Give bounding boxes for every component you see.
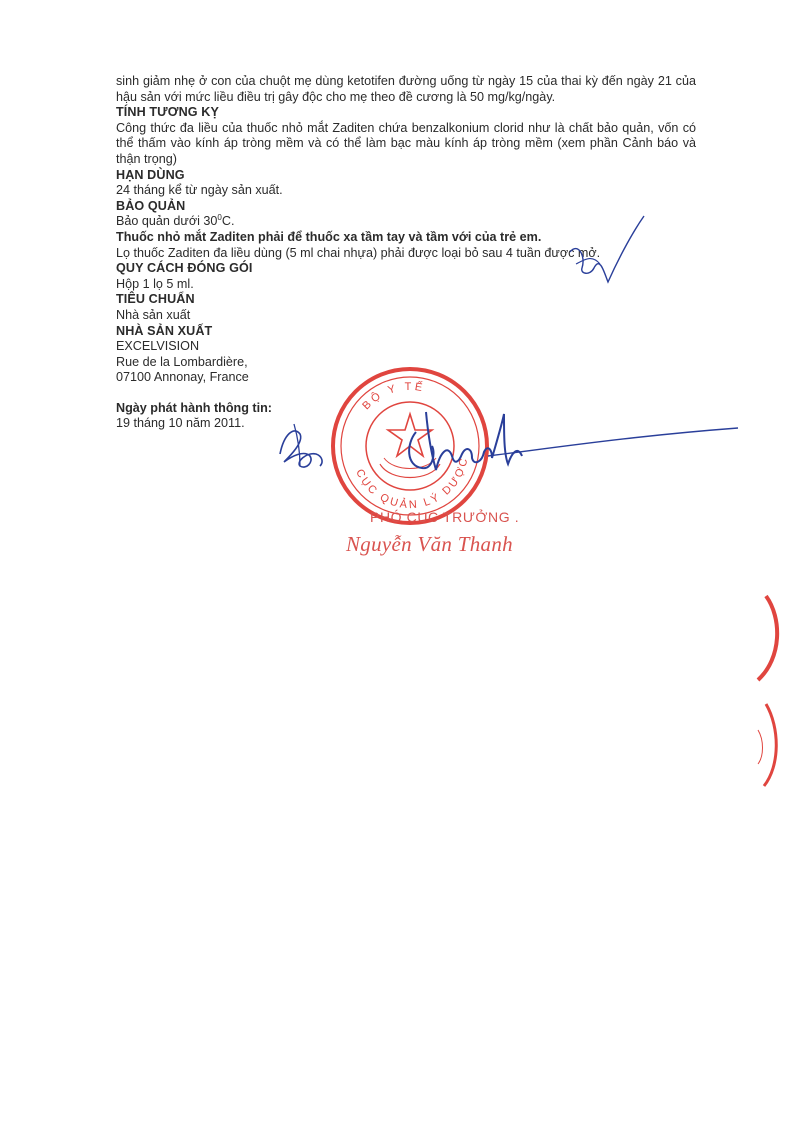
signatory-name: Nguyễn Văn Thanh — [346, 532, 513, 556]
release-date: 19 tháng 10 năm 2011. — [116, 416, 245, 431]
storage-text-unit: C. — [221, 214, 235, 229]
manufacturer-name: EXCELVISION — [116, 339, 200, 354]
interactions-heading: TÍNH TƯƠNG KỴ — [116, 105, 219, 120]
packaging-text: Hộp 1 lọ 5 ml. — [116, 276, 194, 291]
intro-paragraph: sinh giảm nhẹ ở con của chuột mẹ dùng ketotifen đường uống từ ngày 15 của thai kỳ đến ngày 21 của hậu sản với mức liều điều trị gây độc cho mẹ theo đề cương là 50 mg/kg/ngày. — [116, 74, 696, 104]
standard-heading: TIÊU CHUẨN — [116, 292, 195, 307]
director-signature-icon — [392, 404, 742, 484]
page-edge-stamp-icon-2 — [752, 700, 799, 796]
storage-discard-note: Lọ thuốc Zaditen đa liều dùng (5 ml chai nhựa) phải được loại bỏ sau 4 tuần được mở. — [116, 245, 601, 260]
release-label: Ngày phát hành thông tin: — [116, 400, 273, 415]
svg-text:CỤC QUẢN LÝ DƯỢC: CỤC QUẢN LÝ DƯỢC — [353, 455, 471, 512]
storage-text-main: Bảo quản dưới 30 — [116, 214, 218, 229]
shelf-life-text: 24 tháng kể từ ngày sản xuất. — [116, 183, 283, 198]
manufacturer-address-line2: 07100 Annonay, France — [116, 370, 249, 385]
shelf-life-heading: HẠN DÙNG — [116, 167, 185, 182]
storage-warning: Thuốc nhỏ mắt Zaditen phải để thuốc xa tầm tay và tầm với của trẻ em. — [116, 229, 542, 244]
secondary-initials-icon — [270, 416, 336, 476]
svg-text:BỘ Y TẾ: BỘ Y TẾ — [360, 380, 427, 413]
packaging-heading: QUY CÁCH ĐÓNG GÓI — [116, 261, 253, 276]
initial-signature-icon — [560, 212, 650, 296]
page-edge-stamp-icon — [752, 592, 799, 688]
manufacturer-address-line1: Rue de la Lombardière, — [116, 354, 248, 369]
interactions-text: Công thức đa liều của thuốc nhỏ mắt Zaditen chứa benzalkonium clorid như là chất bảo quản, vốn có thể thấm vào kính áp tròng mềm và có thể làm bạc màu kính áp tròng mềm (xem phần Cảnh báo và thận trọng) — [116, 120, 696, 166]
standard-text: Nhà sản xuất — [116, 307, 191, 322]
signatory-title: PHÓ CỤC TRƯỞNG . — [370, 509, 520, 525]
manufacturer-heading: NHÀ SẢN XUẤT — [116, 323, 213, 338]
storage-heading: BẢO QUẢN — [116, 198, 186, 213]
storage-degree: 0 — [217, 213, 222, 223]
